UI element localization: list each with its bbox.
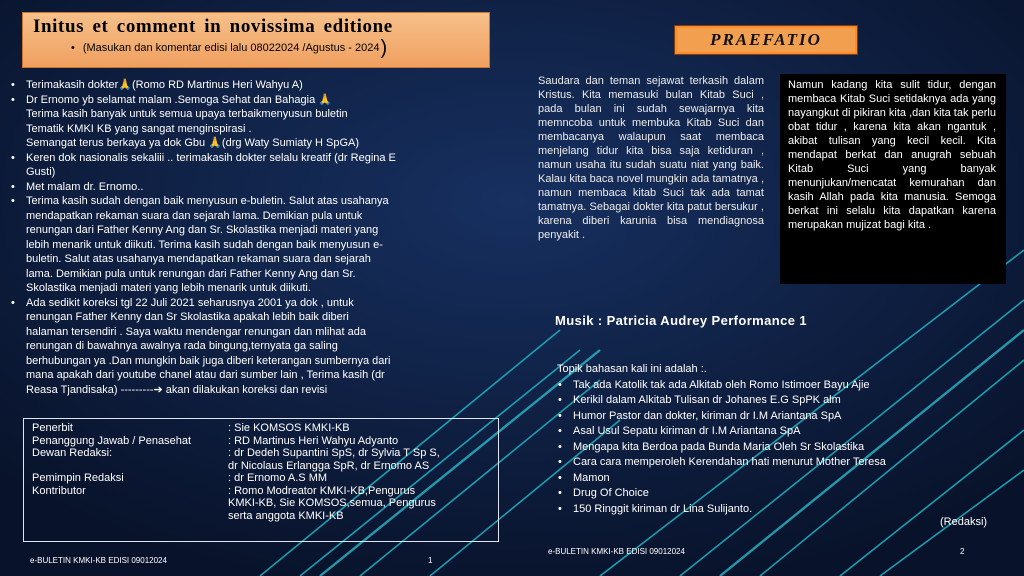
credit-row	[32, 485, 498, 523]
topic-item: • Tak ada Katolik tak ada Alkitab oleh Romo Istimoer Bayu Ajie	[557, 378, 886, 394]
comment-item: • Dr Ernomo yb selamat malam .Semoga Sehat dan Bahagia 🙏 Terima kasih banyak untuk semua upaya terbaikmenyusun buletin Tematik KMKI KB yang sangat menginspirasi . Semangat terus berkaya ya dok Gbu 🙏(drg Waty Sumiaty H SpGA)	[8, 93, 496, 151]
comments-subtitle	[33, 37, 479, 59]
credit-value: : Sie KOMSOS KMKI-KB	[228, 422, 350, 434]
topic-item: • Mengapa kita Berdoa pada Bunda Maria Oleh Sr Skolastika	[557, 440, 886, 456]
comment-item: • Terimakasih dokter🙏(Romo RD Martinus Heri Wahyu A)	[8, 78, 496, 93]
praefatio-heading: PRAEFATIO	[710, 30, 822, 49]
praefatio-reflection-box	[780, 74, 1006, 284]
redaksi-signature: (Redaksi)	[940, 516, 988, 528]
credit-value: : RD Martinus Heri Wahyu Adyanto	[228, 434, 399, 447]
praefatio-heading-box	[675, 26, 857, 54]
credit-value: : dr Ernomo A.S MM	[228, 472, 328, 484]
comments-title: Initus et comment in novissima editione	[33, 16, 393, 37]
page2-footer: e-BULETIN KMKI-KB EDISI 09012024	[548, 547, 685, 556]
comments-title-box	[22, 12, 490, 68]
comment-item: • Terima kasih sudah dengan baik menyusun e-buletin. Salut atas usahanya mendapatkan rekaman suara dan sejarah lama. Demikian pula untuk renungan dari Father Kenny Ang dan Sr. Skolastika menjadi materi yang lebih menarik untuk diikuti. Terima kasih sudah dengan baik menyusun e- buletin. Salut atas usahanya mendapatkan rekaman suara dan sejarah lama. Demikian pula untuk renungan dari Father Kenny Ang dan Sr. Skolastika menjadi materi yang lebih menarik untuk diikuti.	[8, 194, 496, 296]
music-credit: Musik : Patricia Audrey Performance 1	[555, 313, 808, 328]
credit-value: : Romo Modreator KMKI-KB,Pengurus KMKI-KB, Sie KOMSOS,semua, Pengurus serta anggota KMKI-KB	[228, 484, 436, 522]
comment-item: • Keren dok nasionalis sekaliii .. terimakasih dokter selalu kreatif (dr Regina E Gusti)	[8, 151, 496, 180]
editorial-credits-box	[23, 418, 499, 542]
topic-item: • Mamon	[557, 471, 886, 487]
credit-row	[32, 472, 498, 485]
topics-list	[557, 378, 886, 518]
credit-label: Penanggung Jawab / Penasehat	[32, 434, 192, 447]
page1-footer: e-BULETIN KMKI-KB EDISI 09012024	[30, 556, 167, 565]
credit-value: : dr Dedeh Supantini SpS, dr Sylvia T Sp S, dr Nicolaus Erlangga SpR, dr Ernomo AS	[228, 447, 440, 472]
praefatio-reflection-text: Namun kadang kita sulit tidur, dengan membaca Kitab Suci setidaknya ada yang nayangkut di pikiran kita ,dan kita tak perlu obat tidur , karena kita akan ngantuk , akibat tulisan yang kecil kecil. Kita mendapat berkat dan anugrah sebuah Kitab Suci yang banyak menunjukan/mencatat kemurahan dan kasih Allah pada kita manusia. Semoga berkat ini selalu kita dapatkan karena merupakan mujizat bagi kita .	[788, 79, 996, 231]
credit-row	[32, 422, 498, 435]
credit-label: Kontributor	[32, 484, 86, 497]
comment-item: • Met malam dr. Ernomo..	[8, 180, 496, 195]
topic-item: • Asal Usul Sepatu kiriman dr I.M Ariantana SpA	[557, 424, 886, 440]
comment-item: • Ada sedikit koreksi tgl 22 Juli 2021 seharusnya 2001 ya dok , untuk renungan Father Kenny dan Sr Skolastika apakah lebih baik diberi halaman tersendiri . Saya waktu mendengar renungan dan mlihat ada renungan di bawahnya awalnya rada bingung,ternyata ga saling berhubungan ya .Dan mungkin baik juga diberi keterangan sumbernya dari mana apakah dari youtube chanel atau dari sumber lain , Terima kasih (dr Reasa Tjandisaka) ---------➔ akan dilakukan koreksi dan revisi	[8, 296, 496, 398]
subtitle-close-paren: )	[380, 37, 388, 59]
praefatio-intro-text: Saudara dan teman sejawat terkasih dalam Kristus. Kita memasuki bulan Kitab Suci , pada bulan ini sudah sewajarnya kita memncoba untuk membuka Kitab Suci dan membacanya walaupun saat membaca menjelang tidur kita bisa saja ketiduran , namun usaha itu sudah suatu niat yang baik. Kalau kita baca novel mungkin ada tamatnya , namun membaca kitab Suci tak ada tamat tamatnya. Sebagai dokter kita patut bersukur , karena diberi karunia bisa mendiagnosa penyakit .	[538, 75, 764, 241]
credit-label: Pemimpin Redaksi	[32, 472, 124, 484]
topic-item: • Kerikil dalam Alkitab Tulisan dr Johanes E.G SpPK alm	[557, 393, 886, 409]
topics-intro: Topik bahasan kali ini adalah :.	[557, 363, 707, 375]
subtitle-bullet: •	[71, 42, 75, 54]
topics-section	[557, 362, 886, 517]
topic-item: • Drug Of Choice	[557, 486, 886, 502]
credit-row	[32, 435, 498, 448]
credit-label: Dewan Redaksi:	[32, 447, 113, 459]
credit-row	[32, 447, 498, 472]
page1-number: 1	[428, 556, 433, 565]
credit-label: Penerbit	[32, 422, 73, 434]
subtitle-text: (Masukan dan komentar edisi lalu 08022024 /Agustus - 2024	[82, 42, 380, 54]
topic-item: • 150 Ringgit kiriman dr Lina Sulijanto.	[557, 502, 886, 518]
page2-number: 2	[960, 547, 965, 556]
topic-item: • Humor Pastor dan dokter, kiriman dr I.M Ariantana SpA	[557, 409, 886, 425]
comments-list	[8, 78, 496, 397]
topic-item: • Cara cara memperoleh Kerendahan hati menurut Mother Teresa	[557, 455, 886, 471]
